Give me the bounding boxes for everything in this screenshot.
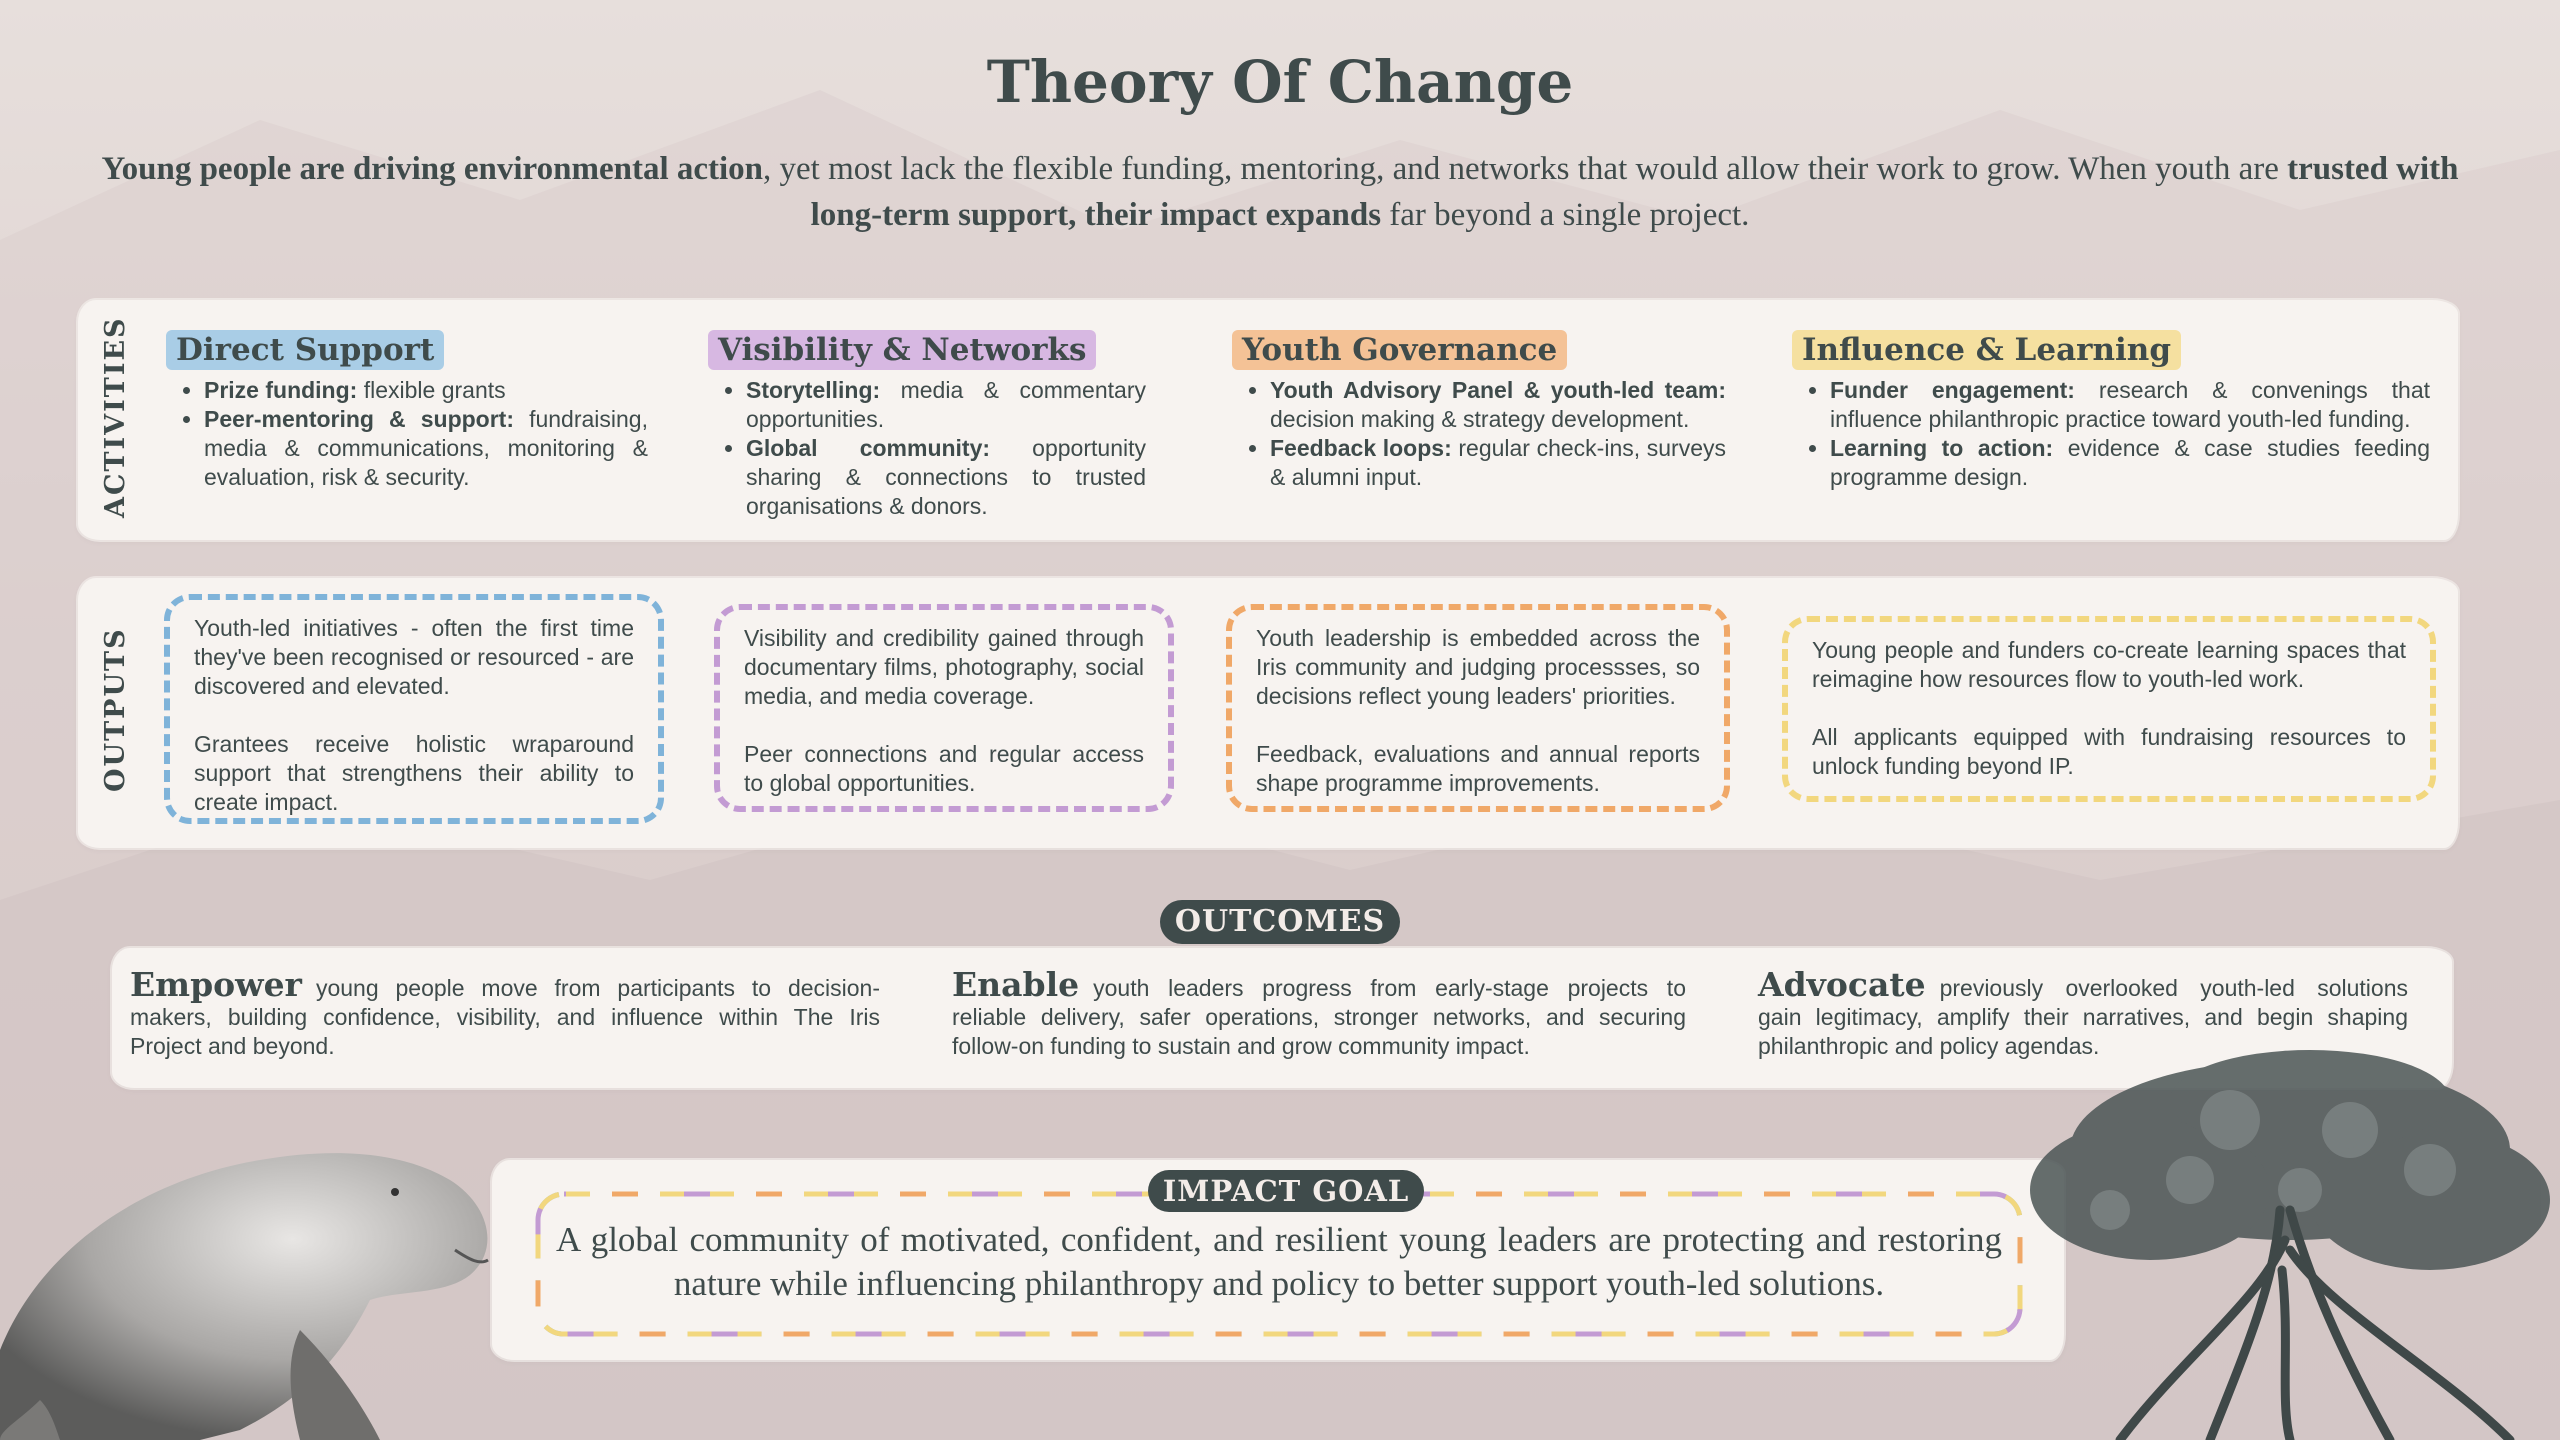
activity-heading: Youth Governance xyxy=(1232,330,1567,370)
intro-text-1: , yet most lack the flexible funding, mentoring, and networks that would allow their work to grow. When youth are xyxy=(763,151,2288,187)
outcome-lead: Enable xyxy=(952,965,1080,1004)
output-box-influence xyxy=(1782,616,2436,802)
activity-heading: Direct Support xyxy=(166,330,444,370)
activity-influence-learning xyxy=(1792,330,2430,492)
intro-statement xyxy=(90,146,2470,238)
activity-heading: Influence & Learning xyxy=(1792,330,2181,370)
intro-bold-2: trusted with long-term support, their impact expands xyxy=(810,151,2459,233)
activity-item: • Learning to action: evidence & case studies feeding programme design. xyxy=(1830,434,2430,492)
output-box-direct-support xyxy=(164,594,664,824)
outcome-text: young people move from participants to decision-makers, building confidence, visibility, and influence within The Iris Project and beyond. xyxy=(130,975,880,1059)
activity-item: • Prize funding: flexible grants xyxy=(204,376,648,405)
output-text: Youth leadership is embedded across the Iris community and judging processses, so decisions reflect young leaders' priorities. xyxy=(1256,625,1700,709)
activity-item: • Peer-mentoring & support: fundraising, media & communications, monitoring & evaluation, risk & security. xyxy=(204,405,648,492)
outcome-enable xyxy=(952,965,1686,1061)
activity-heading: Visibility & Networks xyxy=(708,330,1096,370)
intro-text-2: far beyond a single project. xyxy=(1381,197,1750,233)
outcome-empower xyxy=(130,965,880,1061)
activities-label: ACTIVITIES xyxy=(100,316,131,518)
activity-item: • Youth Advisory Panel & youth-led team: decision making & strategy development. xyxy=(1270,376,1726,434)
page-title: Theory Of Change xyxy=(986,48,1574,116)
activity-youth-governance xyxy=(1232,330,1726,492)
outcome-lead: Empower xyxy=(130,965,302,1004)
activity-direct-support xyxy=(166,330,648,492)
outcome-text: youth leaders progress from early-stage projects to reliable delivery, safer operations, stronger networks, and securing follow-on funding to sustain and grow community impact. xyxy=(952,975,1686,1059)
output-text: Youth-led initiatives - often the first time they've been recognised or resourced - are discovered and elevated. xyxy=(194,615,634,699)
activity-visibility-networks xyxy=(708,330,1146,521)
mangrove-tree-illustration xyxy=(2010,1040,2560,1440)
output-text: Grantees receive holistic wraparound support that strengthens their ability to create impact. xyxy=(194,731,634,815)
output-text: All applicants equipped with fundraising resources to unlock funding beyond IP. xyxy=(1812,724,2406,779)
outcome-lead: Advocate xyxy=(1758,965,1926,1004)
activity-item: • Feedback loops: regular check-ins, surveys & alumni input. xyxy=(1270,434,1726,492)
output-box-visibility xyxy=(714,604,1174,812)
impact-goal-label: IMPACT GOAL xyxy=(1148,1170,1424,1212)
manatee-illustration xyxy=(0,1100,500,1440)
intro-bold-1: Young people are driving environmental action xyxy=(101,151,764,187)
impact-goal-text: A global community of motivated, confident, and resilient young leaders are protecting and restoring nature while influencing philanthropy and policy to better support youth-led solutions. xyxy=(556,1220,2002,1303)
output-text: Peer connections and regular access to global opportunities. xyxy=(744,741,1144,796)
output-box-youth-governance xyxy=(1226,604,1730,812)
outputs-label: OUTPUTS xyxy=(100,627,131,792)
outcome-text: previously overlooked youth-led solutions gain legitimacy, amplify their narratives, and begin shaping philanthropic and policy agendas. xyxy=(1758,975,2408,1059)
output-text: Visibility and credibility gained through documentary films, photography, social media, and media coverage. xyxy=(744,625,1144,709)
activity-item: • Storytelling: media & commentary opportunities. xyxy=(746,376,1146,434)
outcomes-label: OUTCOMES xyxy=(1160,900,1400,944)
activity-item: • Funder engagement: research & convenings that influence philanthropic practice toward youth-led funding. xyxy=(1830,376,2430,434)
output-text: Young people and funders co-create learning spaces that reimagine how resources flow to youth-led work. xyxy=(1812,637,2406,692)
activity-item: • Global community: opportunity sharing & connections to trusted organisations & donors. xyxy=(746,434,1146,521)
output-text: Feedback, evaluations and annual reports shape programme improvements. xyxy=(1256,741,1700,796)
